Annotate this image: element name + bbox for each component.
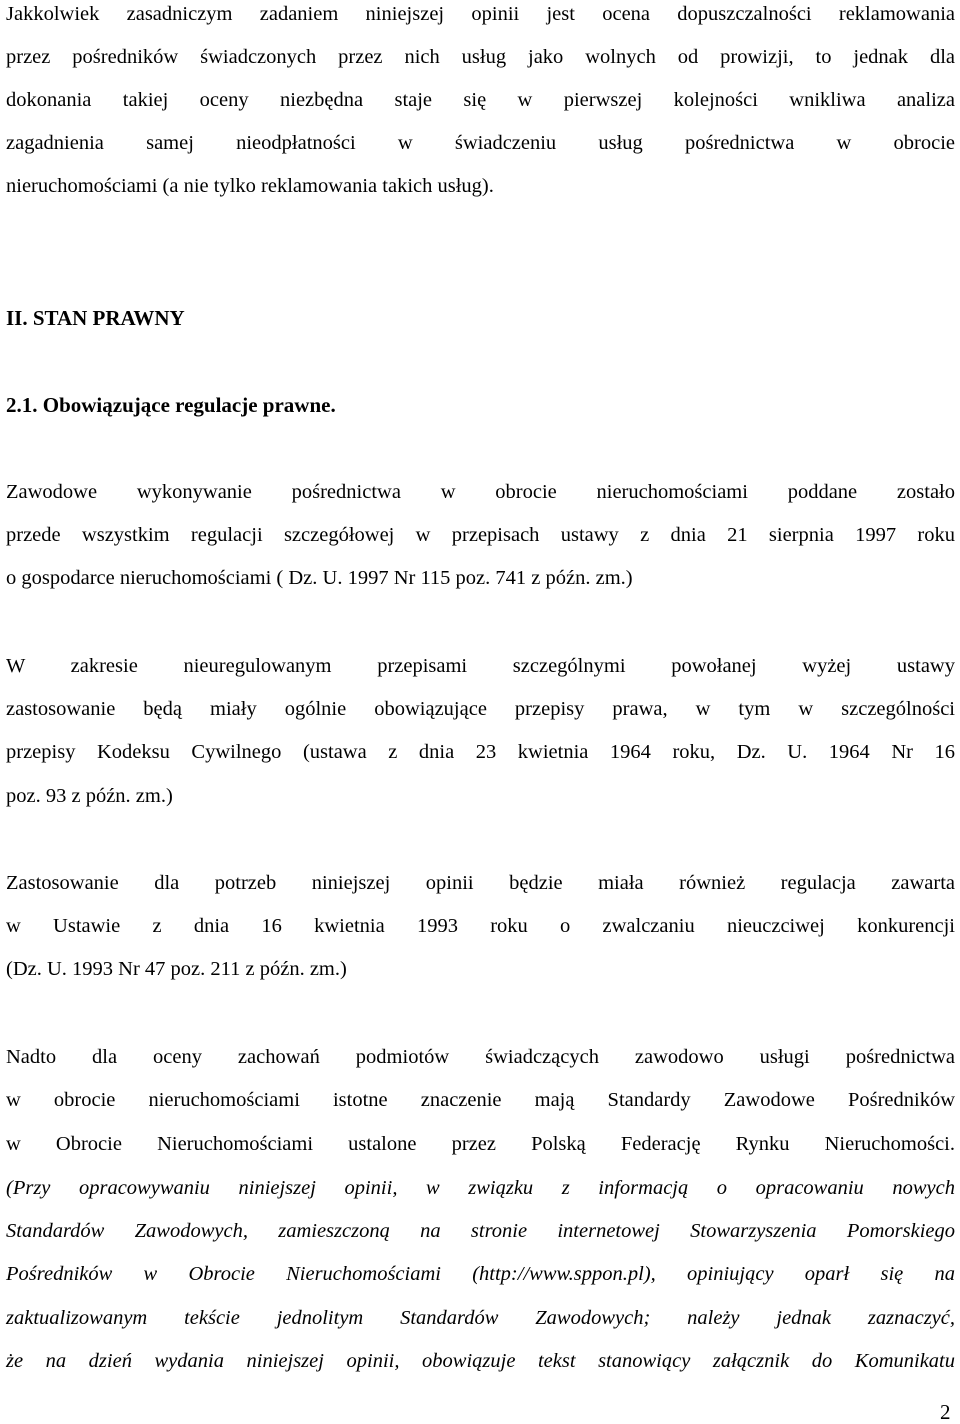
intro-line: Jakkolwiek zasadniczym zadaniem niniejszej opinii jest ocena dopuszczalności reklamowania <box>6 3 955 25</box>
paragraph-line: Nadto dla oceny zachowań podmiotów świadczących zawodowo usługi pośrednictwa <box>6 1046 955 1068</box>
paragraph-line: zastosowanie będą miały ogólnie obowiązujące przepisy prawa, w tym w szczególności <box>6 698 955 720</box>
intro-line: dokonania takiej oceny niezbędna staje się w pierwszej kolejności wnikliwa analiza <box>6 89 955 111</box>
italic-note-line: że na dzień wydania niniejszej opinii, obowiązuje tekst stanowiący załącznik do Komunikatu <box>6 1350 955 1372</box>
italic-note-line: Standardów Zawodowych, zamieszczoną na stronie internetowej Stowarzyszenia Pomorskiego <box>6 1220 955 1242</box>
paragraph-line: W zakresie nieuregulowanym przepisami szczególnymi powołanej wyżej ustawy <box>6 655 955 677</box>
section-heading: II. STAN PRAWNY <box>6 306 185 330</box>
paragraph-line: przede wszystkim regulacji szczegółowej w przepisach ustawy z dnia 21 sierpnia 1997 roku <box>6 524 955 546</box>
paragraph-line: w obrocie nieruchomościami istotne znaczenie mają Standardy Zawodowe Pośredników <box>6 1089 955 1111</box>
paragraph-line: przepisy Kodeksu Cywilnego (ustawa z dnia 23 kwietnia 1964 roku, Dz. U. 1964 Nr 16 <box>6 741 955 763</box>
italic-note-line: zaktualizowanym tekście jednolitym Standardów Zawodowych; należy jednak zaznaczyć, <box>6 1307 955 1329</box>
paragraph-line: o gospodarce nieruchomościami ( Dz. U. 1997 Nr 115 poz. 741 z późn. zm.) <box>6 567 633 589</box>
page-number: 2 <box>940 1400 951 1424</box>
intro-line: przez pośredników świadczonych przez nich usług jako wolnych od prowizji, to jednak dla <box>6 46 955 68</box>
paragraph-line: w Ustawie z dnia 16 kwietnia 1993 roku o zwalczaniu nieuczciwej konkurencji <box>6 915 955 937</box>
intro-line: nieruchomościami (a nie tylko reklamowania takich usług). <box>6 175 494 197</box>
paragraph-line: Zastosowanie dla potrzeb niniejszej opinii będzie miała również regulacja zawarta <box>6 872 955 894</box>
italic-note-line: (Przy opracowywaniu niniejszej opinii, w związku z informacją o opracowaniu nowych <box>6 1177 955 1199</box>
intro-line: zagadnienia samej nieodpłatności w świadczeniu usług pośrednictwa w obrocie <box>6 132 955 154</box>
subsection-heading: 2.1. Obowiązujące regulacje prawne. <box>6 393 336 417</box>
paragraph-line: w Obrocie Nieruchomościami ustalone przez Polską Federację Rynku Nieruchomości. <box>6 1133 955 1155</box>
paragraph-line: (Dz. U. 1993 Nr 47 poz. 211 z późn. zm.) <box>6 958 347 980</box>
paragraph-line: Zawodowe wykonywanie pośrednictwa w obrocie nieruchomościami poddane zostało <box>6 481 955 503</box>
italic-note-line: Pośredników w Obrocie Nieruchomościami (http://www.sppon.pl), opiniujący oparł się na <box>6 1263 955 1285</box>
paragraph-line: poz. 93 z późn. zm.) <box>6 785 173 807</box>
